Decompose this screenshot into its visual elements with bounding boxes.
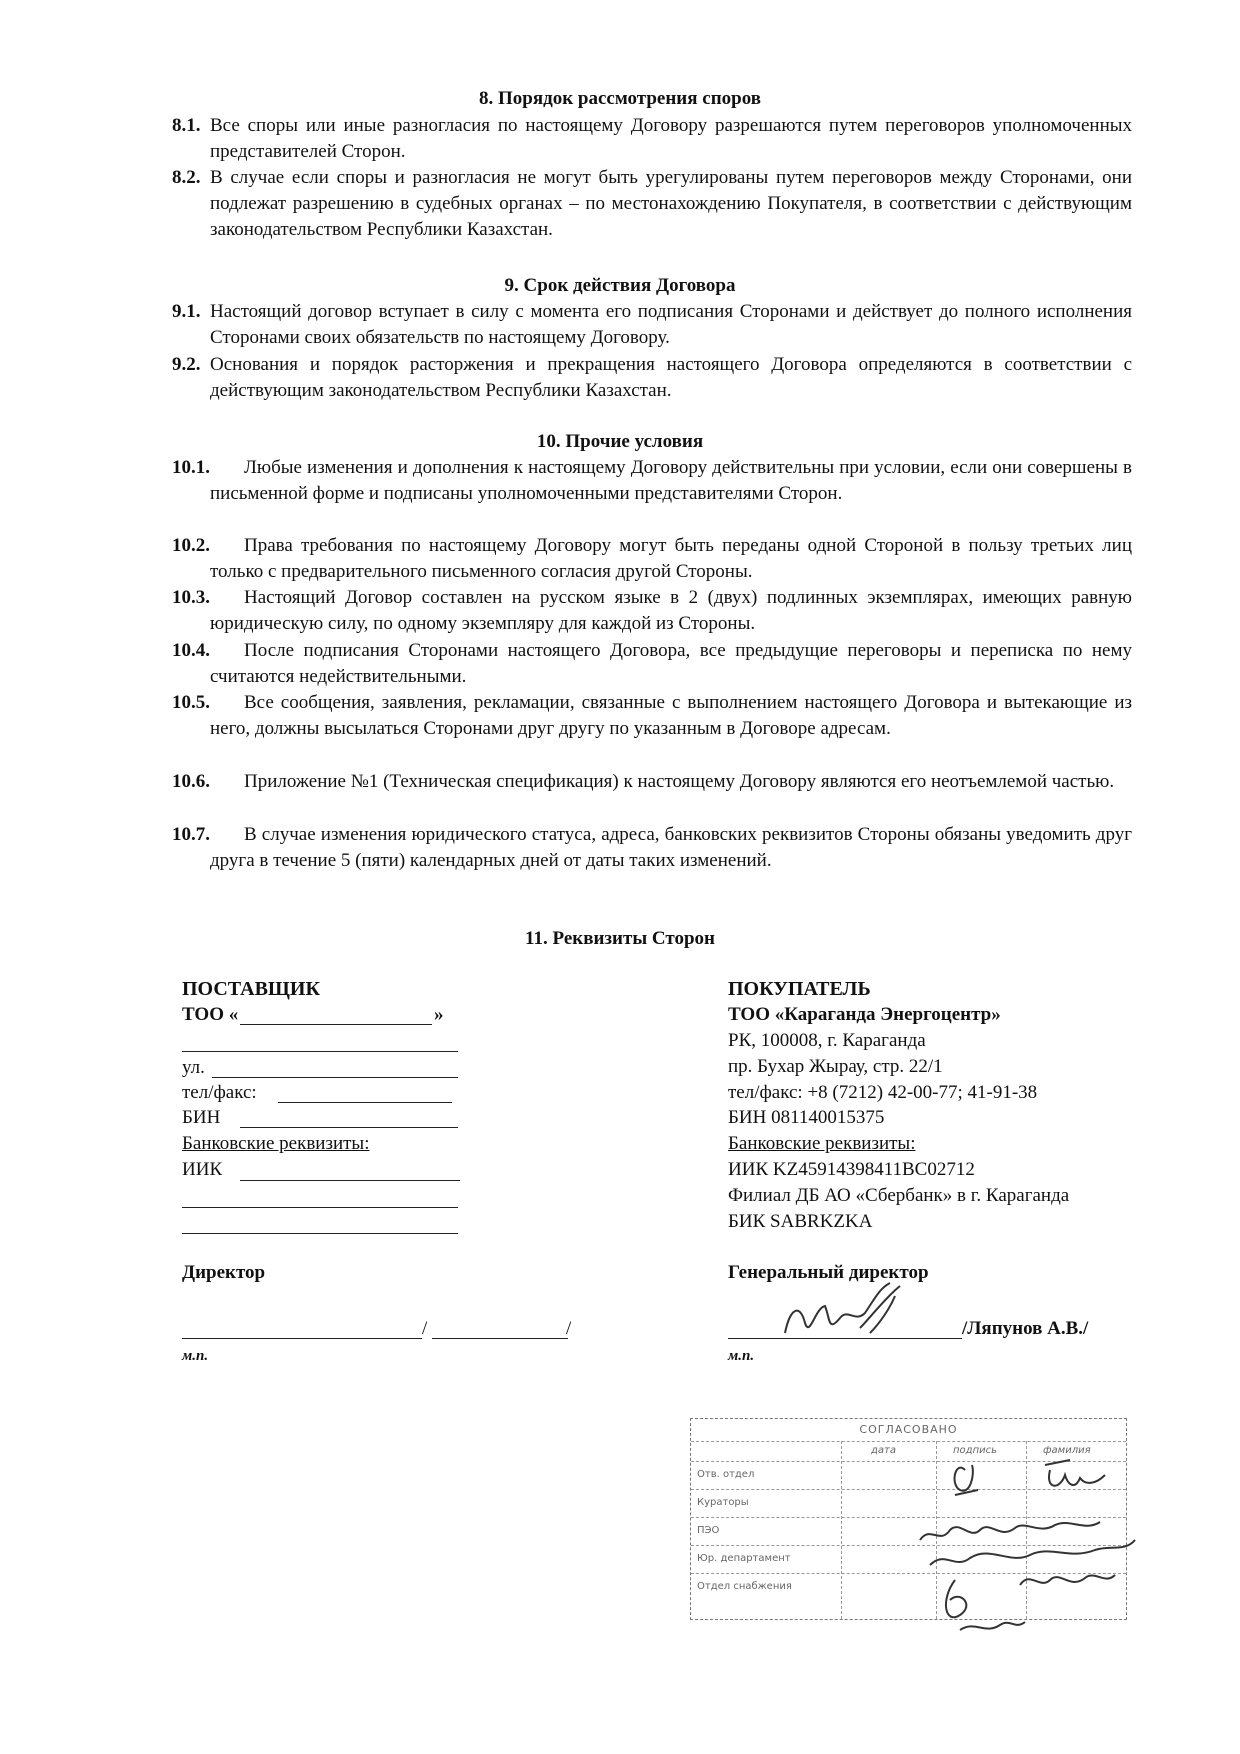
buyer-handwritten-signature — [770, 1278, 930, 1348]
stamp-header: СОГЛАСОВАНО — [859, 1423, 958, 1436]
supplier-signature-line — [182, 1338, 422, 1339]
supplier-bin-label: БИН — [182, 1107, 221, 1128]
section-10-title: 10. Прочие условия — [536, 431, 704, 452]
buyer-address-1: РК, 100008, г. Караганда — [728, 1030, 926, 1051]
clause-number: 10.7. — [172, 824, 210, 845]
supplier-phone-label: тел/факс: — [182, 1082, 257, 1103]
clause-text: Все сообщения, заявления, рекламации, связанные с выполнением настоящего Договора и вытекающие из него, должны высылаться Сторонами друг другу по указанным в Договоре адресам. — [210, 692, 1132, 739]
clause-10-5 — [172, 690, 1132, 742]
clause-text: Права требования по настоящему Договору могут быть переданы одной Стороной в пользу третьих лиц только с предварительного письменного согласия другой Стороны. — [210, 535, 1132, 582]
supplier-org-prefix: ТОО « — [182, 1004, 239, 1025]
supplier-bank-label: Банковские реквизиты: — [182, 1133, 370, 1154]
stamp-col-date: дата — [871, 1445, 896, 1456]
clause-text: Основания и порядок расторжения и прекращения настоящего Договора определяются в соответствии с действующим законодательством Республики Казахстан. — [210, 354, 1132, 401]
supplier-org-line — [240, 1024, 432, 1025]
buyer-stamp-place: м.п. — [728, 1348, 755, 1364]
clause-text: Все споры или иные разногласия по настоящему Договору разрешаются путем переговоров уполномоченных представителей Сторон. — [210, 115, 1132, 162]
clause-text: В случае изменения юридического статуса, адреса, банковских реквизитов Стороны обязаны уведомить друг друга в течение 5 (пяти) календарных дней от даты таких изменений. — [210, 824, 1132, 871]
stamp-col-sign: подпись — [953, 1445, 997, 1456]
supplier-phone-line — [278, 1102, 452, 1103]
clause-number: 9.1. — [172, 301, 201, 322]
clause-10-1 — [172, 455, 1132, 507]
supplier-position: Директор — [182, 1262, 266, 1283]
clause-text: Приложение №1 (Техническая спецификация) к настоящему Договору являются его неотъемлемой частью. — [244, 771, 1115, 792]
clause-number: 10.5. — [172, 692, 210, 713]
section-11-title: 11. Реквизиты Сторон — [525, 928, 715, 949]
clause-10-4 — [172, 638, 1132, 690]
stamp-column-divider — [841, 1441, 842, 1619]
supplier-bank-line-2 — [182, 1207, 458, 1208]
supplier-org-suffix: » — [434, 1004, 444, 1025]
supplier-street-label: ул. — [182, 1057, 205, 1078]
clause-text: Настоящий Договор составлен на русском языке в 2 (двух) подлинных экземплярах, имеющих равную юридическую силу, по одному экземпляру для каждой из Стороны. — [210, 587, 1132, 634]
supplier-street-line — [212, 1077, 458, 1078]
supplier-blank-line — [182, 1051, 458, 1052]
supplier-bin-line — [240, 1127, 458, 1128]
stamp-row-label: Отдел снабжения — [697, 1581, 792, 1592]
approval-handwritten-signatures — [900, 1440, 1140, 1650]
buyer-bik: БИК SABRKZKA — [728, 1211, 873, 1232]
stamp-row-label: Кураторы — [697, 1497, 749, 1508]
clause-number: 8.2. — [172, 167, 201, 188]
clause-text: В случае если споры и разногласия не могут быть урегулированы путем переговоров между Сторонами, они подлежат разрешению в судебных органах – по местонахождению Покупателя, в соответствии с действующим законодательством Республики Казахстан. — [210, 167, 1132, 240]
clause-8-1 — [172, 113, 1132, 165]
clause-10-3 — [172, 585, 1132, 637]
buyer-address-2: пр. Бухар Жырау, стр. 22/1 — [728, 1056, 943, 1077]
supplier-name-line — [432, 1338, 568, 1339]
clause-number: 10.2. — [172, 535, 210, 556]
clause-10-2 — [172, 533, 1132, 585]
supplier-stamp-place: м.п. — [182, 1348, 209, 1364]
supplier-heading: ПОСТАВЩИК — [182, 978, 320, 1000]
stamp-row-label: ПЭО — [697, 1525, 720, 1536]
clause-number: 9.2. — [172, 354, 201, 375]
supplier-iik-line — [240, 1180, 460, 1181]
stamp-row-label: Отв. отдел — [697, 1469, 755, 1480]
stamp-col-name: фамилия — [1043, 1445, 1091, 1456]
clause-text: После подписания Сторонами настоящего Договора, все предыдущие переговоры и переписка по нему считаются недействительными. — [210, 640, 1132, 687]
clause-8-2 — [172, 165, 1132, 243]
section-8-title: 8. Порядок рассмотрения споров — [478, 88, 762, 109]
buyer-bank-branch: Филиал ДБ АО «Сбербанк» в г. Караганда — [728, 1185, 1070, 1206]
clause-text: Любые изменения и дополнения к настоящему Договору действительны при условии, если они совершены в письменной форме и подписаны уполномоченными представителями Сторон. — [210, 457, 1132, 504]
buyer-iik: ИИК KZ45914398411BC02712 — [728, 1159, 975, 1180]
buyer-signer-name: /Ляпунов А.В./ — [962, 1318, 1089, 1339]
clause-10-7 — [172, 822, 1132, 874]
clause-9-1 — [172, 299, 1132, 351]
supplier-slash: / — [422, 1318, 428, 1339]
clause-number: 8.1. — [172, 115, 201, 136]
stamp-row-label: Юр. департамент — [697, 1553, 791, 1564]
supplier-slash-2: / — [566, 1318, 572, 1339]
buyer-bin: БИН 081140015375 — [728, 1107, 885, 1128]
buyer-phone: тел/факс: +8 (7212) 42-00-77; 41-91-38 — [728, 1082, 1038, 1103]
clause-10-6 — [172, 769, 1132, 795]
clause-number: 10.4. — [172, 640, 210, 661]
buyer-bank-label: Банковские реквизиты: — [728, 1133, 916, 1154]
clause-number: 10.1. — [172, 457, 210, 478]
section-9-title: 9. Срок действия Договора — [504, 275, 736, 296]
clause-number: 10.6. — [172, 771, 210, 792]
supplier-bank-line-3 — [182, 1233, 458, 1234]
supplier-iik-label: ИИК — [182, 1159, 223, 1180]
buyer-position: Генеральный директор — [728, 1262, 929, 1283]
clause-text: Настоящий договор вступает в силу с момента его подписания Сторонами и действует до полного исполнения Сторонами своих обязательств по настоящему Договору. — [210, 301, 1132, 348]
buyer-heading: ПОКУПАТЕЛЬ — [728, 978, 871, 1000]
buyer-org: ТОО «Караганда Энергоцентр» — [728, 1004, 1001, 1025]
clause-number: 10.3. — [172, 587, 210, 608]
clause-9-2 — [172, 352, 1132, 404]
